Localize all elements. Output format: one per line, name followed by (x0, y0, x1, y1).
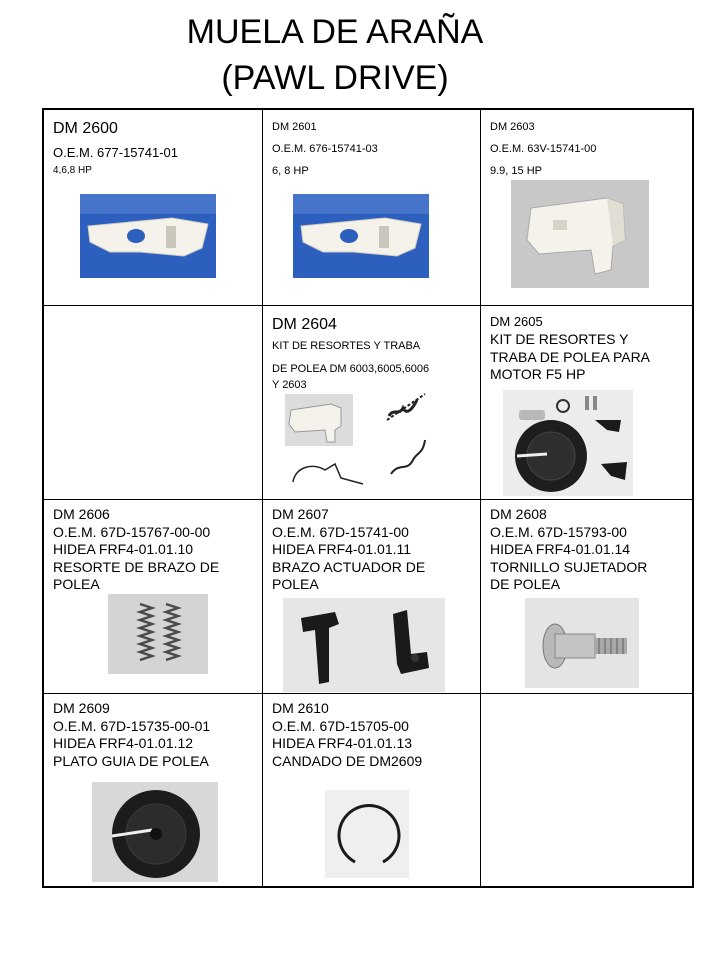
pawl-photo (293, 194, 429, 278)
part-code: DM 2605 (490, 314, 543, 329)
part-cell-2608 (481, 500, 694, 693)
spring-photo (108, 594, 208, 674)
part-cell-2604 (263, 306, 480, 499)
part-oem: O.E.M. 67D-15793-00 (490, 523, 627, 540)
part-cell-2609 (44, 694, 262, 888)
parts-table (42, 108, 694, 888)
part-cell-2600 (44, 110, 262, 305)
part-desc-line: TORNILLO SUJETADOR (490, 558, 648, 575)
part-oem: O.E.M. 67D-15705-00 (272, 717, 409, 734)
part-hidea: HIDEA FRF4-01.01.12 (53, 735, 194, 751)
part-code: DM 2604 (272, 316, 337, 333)
part-code: DM 2610 (272, 700, 329, 716)
part-hp: 9.9, 15 HP (490, 165, 542, 177)
part-hidea: HIDEA FRF4-01.01.14 (490, 541, 631, 557)
part-desc-line: POLEA (53, 576, 100, 592)
part-desc-line: CANDADO DE DM2609 (272, 752, 423, 769)
page-title: MUELA DE ARAÑA (186, 13, 484, 51)
part-desc-line: KIT DE RESORTES Y TRABA (272, 340, 421, 352)
part-cell-2605 (481, 306, 694, 499)
part-oem: O.E.M. 67D-15741-00 (272, 523, 409, 540)
part-code: DM 2606 (53, 506, 110, 522)
part-hp: 6, 8 HP (272, 165, 309, 177)
part-hp: 4,6,8 HP (53, 165, 92, 176)
retaining-ring-photo (325, 790, 409, 878)
part-desc-line: RESORTE DE BRAZO DE (53, 558, 220, 575)
part-cell-2606 (44, 500, 262, 693)
spring-kit-photo (283, 390, 463, 492)
part-cell-2607 (263, 500, 480, 693)
part-oem: O.E.M. 677-15741-01 (53, 145, 179, 160)
part-oem: O.E.M. 67D-15735-00-01 (53, 717, 211, 734)
part-code: DM 2603 (490, 121, 535, 133)
part-code: DM 2609 (53, 700, 110, 716)
part-desc-line: POLEA (272, 576, 319, 592)
part-cell-2601 (263, 110, 480, 305)
part-hidea: HIDEA FRF4-01.01.11 (272, 541, 412, 557)
part-desc-line: DE POLEA DM 6003,6005,6006 (272, 363, 430, 375)
guide-plate-photo (92, 782, 218, 882)
part-oem: O.E.M. 67D-15767-00-00 (53, 523, 211, 540)
part-desc-line: BRAZO ACTUADOR DE (272, 558, 426, 575)
part-desc-line: TRABA DE POLEA PARA (490, 348, 651, 365)
page-subtitle: (PAWL DRIVE) (221, 59, 449, 97)
part-desc-line: DE POLEA (490, 576, 561, 592)
part-code: DM 2607 (272, 506, 329, 522)
part-cell-2603 (481, 110, 694, 305)
part-desc-line: MOTOR F5 HP (490, 366, 586, 382)
part-oem: O.E.M. 63V-15741-00 (490, 143, 597, 155)
part-cell-2610 (263, 694, 480, 888)
part-hidea: HIDEA FRF4-01.01.10 (53, 541, 194, 557)
part-oem: O.E.M. 676-15741-03 (272, 143, 378, 155)
part-desc-line: KIT DE RESORTES Y (490, 331, 629, 347)
kit-photo (503, 390, 633, 496)
bolt-photo (525, 598, 639, 688)
part-code: DM 2608 (490, 506, 547, 522)
part-code: DM 2601 (272, 121, 317, 133)
part-desc-line: PLATO GUIA DE POLEA (53, 752, 209, 769)
part-desc-line: Y 2603 (272, 379, 307, 391)
pawl-photo (511, 180, 649, 288)
part-hidea: HIDEA FRF4-01.01.13 (272, 735, 413, 751)
part-code: DM 2600 (53, 120, 118, 137)
pawl-photo (80, 194, 216, 278)
actuator-arm-photo (283, 598, 445, 692)
